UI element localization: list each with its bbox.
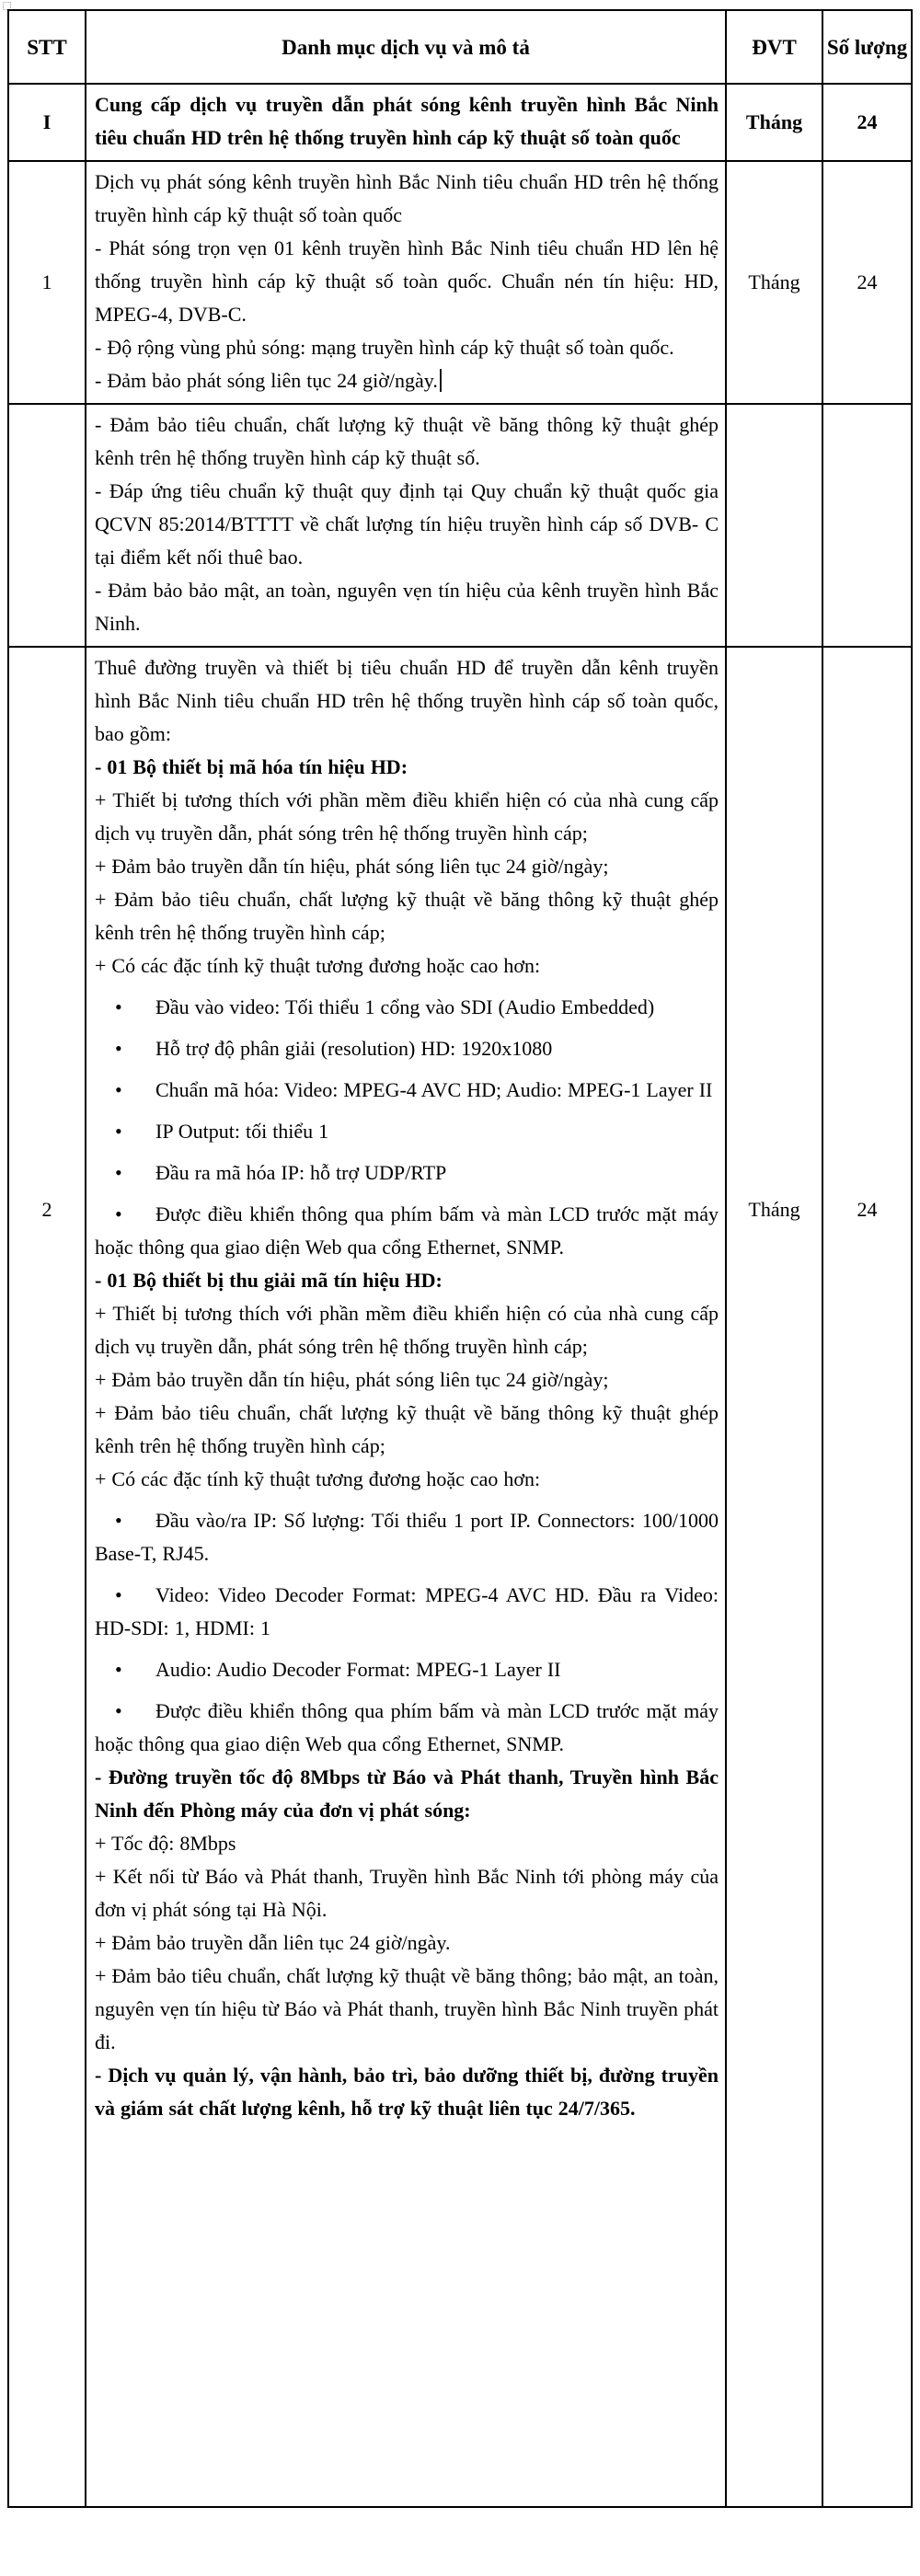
description-paragraph[interactable]: - Độ rộng vùng phủ sóng: mạng truyền hình cáp kỹ thuật số toàn quốc. [95,336,674,359]
description-content [95,408,719,640]
text-cursor [440,369,442,392]
col-header-description[interactable]: Danh mục dịch vụ và mô tả [86,10,726,84]
quantity-cell-value: 24 [857,270,878,293]
description-paragraph[interactable]: + Thiết bị tương thích với phần mềm điều khiển hiện có của nhà cung cấp dịch vụ truyền dẫn, phát sóng trên hệ thống truyền hình cáp; [95,788,719,845]
description-paragraph[interactable]: + Kết nối từ Báo và Phát thanh, Truyền hình Bắc Ninh tới phòng máy của đơn vị phát sóng tại Hà Nội. [95,1865,719,1921]
service-table [7,9,913,2508]
description-paragraph[interactable]: - 01 Bộ thiết bị mã hóa tín hiệu HD: [95,755,408,778]
description-paragraph[interactable]: • Đầu vào video: Tối thiểu 1 cổng vào SDI (Audio Embedded) [95,991,719,1024]
row-number-cell-value: I [42,110,52,133]
description-paragraph[interactable]: + Tốc độ: 8Mbps [95,1832,236,1855]
quantity-cell[interactable] [822,161,912,404]
description-paragraph[interactable]: - Đáp ứng tiêu chuẩn kỹ thuật quy định tại Quy chuẩn kỹ thuật quốc gia QCVN 85:2014/BTTTT về chất lượng tín hiệu truyền hình cáp số DVB- C tại điểm kết nối thuê bao. [95,479,719,569]
description-paragraph[interactable]: • Được điều khiển thông qua phím bấm và màn LCD trước mặt máy hoặc thông qua giao diện Web qua cổng Ethernet, SNMP. [95,1198,719,1264]
description-content [95,651,719,2501]
description-paragraph[interactable]: + Đảm bảo tiêu chuẩn, chất lượng kỹ thuật về băng thông kỹ thuật ghép kênh trên hệ thống truyền hình cáp; [95,1401,719,1457]
row-number-cell-value: 1 [41,270,52,293]
bullet-icon: • [115,1509,122,1532]
description-paragraph[interactable]: - Đảm bảo tiêu chuẩn, chất lượng kỹ thuật về băng thông kỹ thuật ghép kênh trên hệ thống truyền hình cáp kỹ thuật số. [95,413,719,469]
bullet-icon: • [115,995,122,1018]
col-header-stt[interactable]: STT [8,10,86,84]
description-paragraph[interactable]: • Hỗ trợ độ phân giải (resolution) HD: 1920x1080 [95,1032,719,1065]
description-cell[interactable] [86,84,726,161]
bullet-icon: • [115,1078,122,1101]
description-paragraph[interactable]: • Được điều khiển thông qua phím bấm và màn LCD trước mặt máy hoặc thông qua giao diện Web qua cổng Ethernet, SNMP. [95,1695,719,1761]
bullet-icon: • [115,1120,122,1143]
unit-cell-value: Tháng [745,110,803,133]
description-paragraph[interactable]: - 01 Bộ thiết bị thu giải mã tín hiệu HD: [95,1269,443,1292]
description-paragraph[interactable]: • Đầu ra mã hóa IP: hỗ trợ UDP/RTP [95,1156,719,1190]
bullet-icon: • [115,1202,122,1225]
unit-cell[interactable] [726,404,822,647]
description-paragraph[interactable]: • Chuẩn mã hóa: Video: MPEG-4 AVC HD; Audio: MPEG-1 Layer II [95,1074,719,1107]
col-header-unit[interactable]: ĐVT [726,10,822,84]
description-paragraph[interactable]: - Đảm bảo bảo mật, an toàn, nguyên vẹn tín hiệu của kênh truyền hình Bắc Ninh. [95,579,719,635]
unit-cell-value: Tháng [748,270,800,293]
unit-cell[interactable] [726,647,822,2507]
description-paragraph[interactable]: • IP Output: tối thiểu 1 [95,1115,719,1148]
description-cell[interactable] [86,647,726,2507]
description-paragraph[interactable]: + Có các đặc tính kỹ thuật tương đương hoặc cao hơn: [95,954,541,977]
col-header-quantity[interactable]: Số lượng [822,10,912,84]
description-paragraph[interactable]: - Dịch vụ quản lý, vận hành, bảo trì, bảo dưỡng thiết bị, đường truyền và giám sát chất lượng kênh, hỗ trợ kỹ thuật liên tục 24/7/365. [95,2064,719,2120]
bullet-icon: • [115,1699,122,1722]
row-number-cell-value: 2 [41,1198,52,1221]
service-table-body [8,84,912,2507]
table-row [8,647,912,2507]
description-content [95,88,719,155]
bullet-icon: • [115,1161,122,1184]
row-number-cell[interactable] [8,404,86,647]
row-number-cell[interactable] [8,84,86,161]
quantity-cell-value: 24 [857,1198,878,1221]
row-number-cell[interactable] [8,647,86,2507]
description-paragraph[interactable]: + Đảm bảo tiêu chuẩn, chất lượng kỹ thuật về băng thông kỹ thuật ghép kênh trên hệ thống truyền hình cáp; [95,888,719,944]
table-row [8,84,912,161]
description-paragraph[interactable]: - Phát sóng trọn vẹn 01 kênh truyền hình Bắc Ninh tiêu chuẩn HD lên hệ thống truyền hình cáp kỹ thuật số toàn quốc. Chuẩn nén tín hiệu: HD, MPEG-4, DVB-C. [95,236,719,326]
description-paragraph[interactable]: + Đảm bảo truyền dẫn tín hiệu, phát sóng liên tục 24 giờ/ngày; [95,855,609,878]
description-paragraph[interactable]: Cung cấp dịch vụ truyền dẫn phát sóng kênh truyền hình Bắc Ninh tiêu chuẩn HD trên hệ thống truyền hình cáp kỹ thuật số toàn quốc [95,93,719,149]
bullet-icon: • [115,1583,122,1606]
quantity-cell[interactable] [822,647,912,2507]
description-paragraph[interactable]: Dịch vụ phát sóng kênh truyền hình Bắc Ninh tiêu chuẩn HD trên hệ thống truyền hình cáp kỹ thuật số toàn quốc [95,170,719,226]
quantity-cell[interactable] [822,84,912,161]
bullet-icon: • [115,1037,122,1060]
description-paragraph[interactable]: • Video: Video Decoder Format: MPEG-4 AVC HD. Đầu ra Video: HD-SDI: 1, HDMI: 1 [95,1579,719,1645]
row-number-cell[interactable] [8,161,86,404]
table-row [8,404,912,647]
description-paragraph[interactable]: • Đầu vào/ra IP: Số lượng: Tối thiểu 1 port IP. Connectors: 100/1000 Base-T, RJ45. [95,1504,719,1570]
service-table-header [8,10,912,84]
description-paragraph[interactable]: + Thiết bị tương thích với phần mềm điều khiển hiện có của nhà cung cấp dịch vụ truyền dẫn, phát sóng trên hệ thống truyền hình cáp; [95,1302,719,1358]
description-paragraph[interactable]: + Đảm bảo tiêu chuẩn, chất lượng kỹ thuật về băng thông; bảo mật, an toàn, nguyên vẹn tín hiệu từ Báo và Phát thanh, truyền hình Bắc Ninh truyền phát đi. [95,1964,719,2053]
description-content [95,166,719,397]
description-paragraph[interactable]: + Có các đặc tính kỹ thuật tương đương hoặc cao hơn: [95,1467,541,1490]
description-cell[interactable] [86,161,726,404]
quantity-cell[interactable] [822,404,912,647]
quantity-cell-value: 24 [857,110,878,133]
table-row [8,161,912,404]
description-paragraph[interactable]: + Đảm bảo truyền dẫn liên tục 24 giờ/ngày. [95,1931,451,1954]
description-cell[interactable] [86,404,726,647]
unit-cell[interactable] [726,161,822,404]
description-paragraph[interactable]: • Audio: Audio Decoder Format: MPEG-1 Layer II [95,1653,719,1686]
description-paragraph[interactable]: + Đảm bảo truyền dẫn tín hiệu, phát sóng liên tục 24 giờ/ngày; [95,1368,609,1391]
unit-cell-value: Tháng [748,1198,800,1221]
description-paragraph[interactable]: Thuê đường truyền và thiết bị tiêu chuẩn HD để truyền dẫn kênh truyền hình Bắc Ninh tiêu chuẩn HD trên hệ thống truyền hình cáp số toàn quốc, bao gồm: [95,656,719,745]
bullet-icon: • [115,1658,122,1681]
description-paragraph[interactable]: - Đường truyền tốc độ 8Mbps từ Báo và Phát thanh, Truyền hình Bắc Ninh đến Phòng máy của đơn vị phát sóng: [95,1765,719,1822]
description-paragraph[interactable]: - Đảm bảo phát sóng liên tục 24 giờ/ngày. [95,364,719,397]
unit-cell[interactable] [726,84,822,161]
header-row [8,10,912,84]
